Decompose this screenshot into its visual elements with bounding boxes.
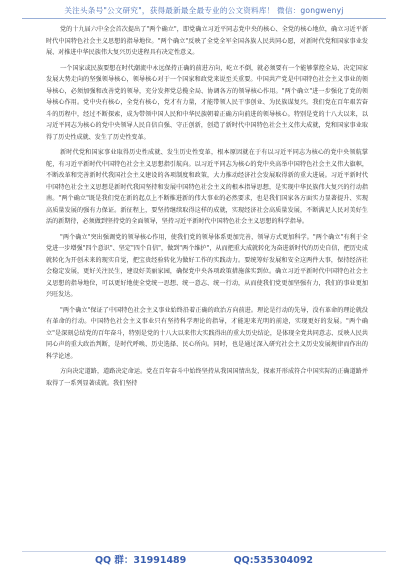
paragraph-4: "两个确立"突出强调党的领导核心作用，使我们党的领导体系更加完善，领导方式更加科学。"两个确立"有利于全党进一步增强"四个意识"、坚定"四个自信"，做到"两个维护"，从而把重大成就转化为奋进新时代的历史自信，把历史成就转化为开创未来的现实自觉，把宝贵经验转化为做好工作的实践动力。要统筹好发展和安全这两件大事，保持经济社会稳定发展，更好关注民生，建设好美丽家园，确保党中央各项政策措施落实到位。确立习近平新时代中国特色社会主义思想的指导地位，可以更好地使全党统一思想、统一意志、统一行动，从而使我们党更加坚强有力，我们的事业更加兴旺发达。	[46, 233, 368, 298]
paragraph-1: 党的十九届六中全会首次提出了"两个确立"，即党确立习近平同志党中央的核心、全党的核心地位，确立习近平新时代中国特色社会主义思想的指导地位。"两个确立"反映了全党全军全国各族人民共同心愿，对新时代党和国家事业发展、对推进中华民族伟大复兴历史进程具有决定性意义。	[46, 26, 368, 56]
paragraph-3: 新时代党和国家事业取得历史性成就、发生历史性变革，根本原因就在于有以习近平同志为核心的党中央领航掌舵，有习近平新时代中国特色社会主义思想指引航向。以习近平同志为核心的党中央高举中国特色社会主义伟大旗帜，不断改革和完善新时代我国社会主义建设的各项制度和政策，大力推动经济社会发展取得新的重大进展。习近平新时代中国特色社会主义思想是新时代我国坚持和发展中国特色社会主义的根本指导思想，是实现中华民族伟大复兴的行动指南。"两个确立"既是我们党在新的起点上不断推进新的伟大事业的必然要求，也是我们国家各方面实力显著提升、实现高质量发展的强有力保证。新征程上，要坚持继续取得这样的成就，实现经济社会高质量发展，不断满足人民对美好生活的新期待，必须做到坚持党的全面领导，坚持习近平新时代中国特色社会主义思想的科学指导。	[46, 149, 368, 225]
document-body	[46, 24, 368, 540]
paragraph-2: 一个国家或民族要想在时代潮流中永远保持正确的前进方向，屹立不倒，就必须要有一个能够掌控全局、决定国家发展大势走向的坚强领导核心，领导核心对于一个国家和政党来说至关重要。中国共产党是中国特色社会主义事业的领导核心，必须加强和改善党的领导，充分发挥党总揽全局、协调各方的领导核心作用。"两个确立"进一步强化了党的领导核心作用。党中央有核心，全党有核心，党才有力量，才能带领人民干事创业、为民族谋复兴。我们党在百年艰苦奋斗的历程中，经过不断探索，成为带领中国人民和中华民族朝着正确方向前进的领导核心。特别是党的十八大以来，以习近平同志为核心的党中央领导人民自信自强、守正创新，创造了新时代中国特色社会主义伟大成就，党和国家事业取得了历史性成就、发生了历史性变革。	[46, 64, 368, 141]
paragraph-5: "两个确立"保证了中国特色社会主义事业始终沿着正确的政治方向前进。理论是行动的先导，没有革命的理论就没有革命的行动。中国特色社会主义事业只有坚持科学理论的指导，才能迎来光明的前途，实现更好的发展。"两个确立"是深刻总结党的百年奋斗，特别是党的十八大以来伟大实践得出的重大历史结论，是体现全党共同意志、反映人民共同心声的重大政治判断，是时代呼唤、历史选择、民心所向。同时，也是通过深入研究社会主义历史发展规律而作出的科学论述。	[46, 306, 368, 360]
page-header-banner: 关注头条号"公文研究"，获得最新最全最专业的公文资料库！ 微信：gongwenyj	[22, 6, 386, 19]
page-footer	[0, 552, 408, 566]
paragraph-6: 方向决定道路，道路决定命运。党在百年奋斗中始终坚持从我国国情出发，探索开形成符合中国实际的正确道路并取得了一系列显著成就。我们坚持	[46, 368, 368, 387]
footer-qq: QQ:535304092	[233, 555, 314, 566]
footer-qq-group: QQ 群：31991489	[94, 555, 187, 566]
